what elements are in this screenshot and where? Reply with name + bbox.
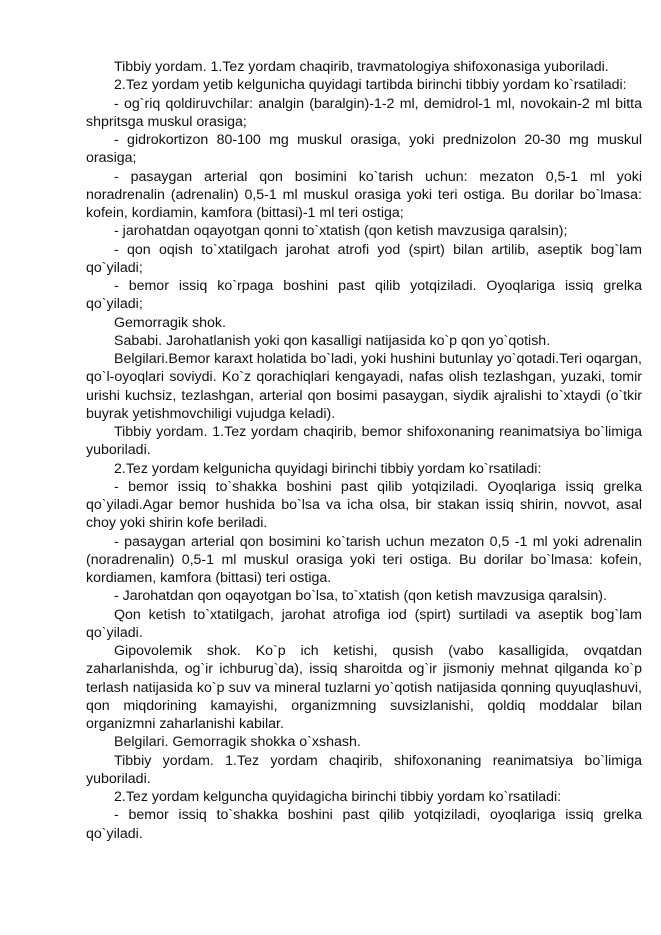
paragraph-10: Sababi. Jarohatlanish yoki qon kasalligi natijasida ko`p qon yo`qotish. [114, 332, 551, 349]
section-heading-gemorragik-shok: Gemorragik shok. [114, 314, 226, 331]
paragraph-22: - bemor issiq to`shakka boshini past qilib yotqiziladi, oyoqlariga issiq grelka qo`yiladi. [86, 807, 642, 842]
paragraph-20: Tibbiy yordam. 1.Tez yordam chaqirib, shifoxonaning reanimatsiya bo`limiga yuboriladi. [86, 752, 642, 787]
paragraph-6: - jarohatdan oqayotgan qonni to`xtatish (qon ketish mavzusiga qaralsin); [114, 223, 568, 240]
document-body [86, 58, 642, 843]
paragraph-13: 2.Tez yordam kelgunicha quyidagi birinchi tibbiy yordam ko`rsatiladi: [114, 460, 542, 477]
paragraph-12: Tibbiy yordam. 1.Tez yordam chaqirib, bemor shifoxonaning reanimatsiya bo`limiga yuboriladi. [86, 424, 642, 459]
paragraph-2: 2.Tez yordam yetib kelgunicha quyidagi tartibda birinchi tibbiy yordam ko`rsatiladi: [114, 77, 627, 94]
paragraph-15: - pasaygan arterial qon bosimini ko`tarish uchun mezaton 0,5 -1 ml yoki adrenalin (noradrenalin) 0,5-1 ml muskul orasiga yoki teri ostiga. Bu dorilar bo`lmasa: kofein, kordiamen, kamfora (bittasi) teri ostiga. [86, 533, 642, 586]
paragraph-7: - qon oqish to`xtatilgach jarohat atrofi yod (spirt) bilan artilib, aseptik bog`lam qo`yiladi; [86, 241, 642, 276]
paragraph-14: - bemor issiq to`shakka boshini past qilib yotqiziladi. Oyoqlariga issiq grelka qo`yiladi.Agar bemor hushida bo`lsa va icha olsa, bir stakan issiq shirin, novvot, asal choy yoki shirin kofe beriladi. [86, 478, 642, 532]
paragraph-4: - gidrokortizon 80-100 mg muskul orasiga, yoki prednizolon 20-30 mg muskul orasiga; [86, 132, 642, 167]
paragraph-3: - og`riq qoldiruvchilar: analgin (baralgin)-1-2 ml, demidrol-1 ml, novokain-2 ml bitta shpritsga muskul orasiga; [86, 95, 642, 130]
paragraph-11: Belgilari.Bemor karaxt holatida bo`ladi, yoki hushini butunlay yo`qotadi.Teri oqargan, qo`l-oyoqlari soviydi. Ko`z qorachiqlari kengayadi, nafas olish tezlashgan, yuzaki, tomir urishi kuchsiz, tezlashgan, arterial qon bosimi pasaygan, siydik ajralishi to`xtaydi (o`tkir buyrak yetishmovchiligi vujudga keladi). [86, 351, 642, 422]
paragraph-19: Belgilari. Gemorragik shokka o`xshash. [114, 734, 361, 751]
paragraph-16: - Jarohatdan qon oqayotgan bo`lsa, to`xtatish (qon ketish mavzusiga qaralsin). [114, 588, 607, 605]
paragraph-1: Tibbiy yordam. 1.Tez yordam chaqirib, travmatologiya shifoxonasiga yuboriladi. [114, 59, 609, 75]
paragraph-17: Qon ketish to`xtatilgach, jarohat atrofiga iod (spirt) surtiladi va aseptik bog`lam qo`yiladi. [86, 606, 642, 641]
paragraph-18: Gipovolemik shok. Ko`p ich ketishi, qusish (vabo kasalligida, ovqatdan zaharlanishda, og`ir ichburug`da), issiq sharoitda og`ir jismoniy mehnat qilganda ko`p terlash natijasida ko`p suv va mineral tuzlarni yo`qotish natijasida qonning quyuqlashuvi, qon miqdorining kamayishi, organizmning suvsizlanishi, qoldiq moddalar bilan organizmni zaharlanishi kabilar. [86, 643, 642, 732]
paragraph-5: - pasaygan arterial qon bosimini ko`tarish uchun: mezaton 0,5-1 ml yoki noradrenalin (adrenalin) 0,5-1 ml muskul orasiga yoki teri ostiga. Bu dorilar bo`lmasa: kofein, kordiamin, kamfora (bittasi)-1 ml teri ostiga; [86, 168, 642, 221]
paragraph-21: 2.Tez yordam kelguncha quyidagicha birinchi tibbiy yordam ko`rsatiladi: [114, 789, 562, 805]
paragraph-8: - bemor issiq ko`rpaga boshini past qilib yotqiziladi. Oyoqlariga issiq grelka qo`yiladi; [86, 278, 642, 313]
